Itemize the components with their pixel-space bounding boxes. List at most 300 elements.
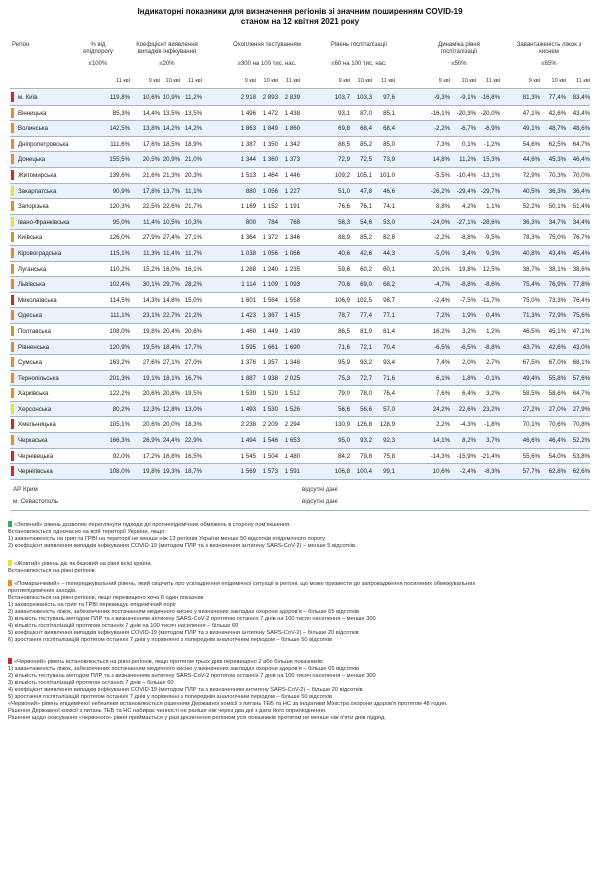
occupancy-value: 105,1%	[109, 421, 130, 429]
hosp-value-2: 60,1	[383, 265, 395, 273]
occupancy-value: 114,5%	[109, 296, 130, 304]
table-row	[10, 340, 590, 356]
hosp-value-0: 106,8	[334, 468, 350, 476]
test-value-1: 1 152	[262, 203, 278, 211]
hosp-value-2: 97,6	[383, 94, 395, 101]
test-value-2: 1 591	[284, 468, 300, 476]
test-value-0: 2 238	[240, 421, 256, 429]
test-value-0: 1 387	[240, 140, 256, 148]
region-name: Кіровоградська	[18, 249, 62, 257]
dyn-value-1: 19,8%	[458, 265, 476, 273]
pos-value-1: 16,8%	[162, 452, 180, 460]
hosp-value-0: 78,7	[338, 312, 350, 320]
dyn-value-2: -20,0%	[480, 109, 500, 117]
oxy-value-1: 42,6%	[548, 109, 566, 117]
hosp-value-0: 95,9	[338, 359, 350, 367]
test-value-1: 2 893	[262, 94, 278, 101]
dyn-value-2: 15,3%	[482, 156, 500, 164]
legend-orange	[8, 580, 593, 644]
region-name: Донецька	[18, 156, 46, 164]
occupancy-value: 201,3%	[109, 374, 130, 382]
status-flag-orange	[11, 201, 14, 211]
oxy-value-0: 67,5%	[522, 359, 540, 367]
dyn-value-1: 3,4%	[462, 249, 476, 257]
status-flag-orange	[11, 435, 14, 445]
pos-value-2: 13,5%	[184, 109, 202, 117]
hosp-value-1: 42,6	[360, 249, 372, 257]
pos-value-0: 26,9%	[142, 437, 160, 445]
pos-value-0: 20,6%	[142, 390, 160, 398]
test-value-2: 1 558	[284, 296, 300, 304]
dyn-value-0: 8,8%	[436, 203, 450, 211]
pos-value-2: 21,2%	[184, 312, 202, 320]
test-value-2: 1 653	[284, 437, 300, 445]
pos-value-1: 29,7%	[162, 281, 180, 289]
day-label-pos-2: 11 кві	[187, 78, 202, 84]
test-value-0: 2 918	[240, 94, 256, 101]
oxy-value-0: 58,5%	[522, 390, 540, 398]
hosp-value-2: 77,1	[383, 312, 395, 320]
dyn-value-1: 8,2%	[462, 437, 476, 445]
dyn-value-2: 0,4%	[486, 312, 500, 320]
day-label-dyn-0: 9 кві	[438, 78, 450, 84]
oxy-value-0: 55,6%	[522, 452, 540, 460]
status-flag-orange	[11, 373, 14, 383]
test-value-2: 1 373	[284, 156, 300, 164]
legend-orange-line: Встановлюється на рівні регіонів, якщо перевищено хоча б один показник:	[8, 595, 205, 601]
test-value-0: 880	[245, 187, 256, 195]
pos-value-2: 19,5%	[184, 390, 202, 398]
region-name: Запорізька	[18, 203, 49, 211]
pos-value-0: 27,6%	[142, 359, 160, 367]
dyn-value-1: -9,1%	[460, 94, 476, 101]
test-value-0: 1 344	[240, 156, 256, 164]
test-value-0: 1 376	[240, 359, 256, 367]
dyn-value-2: -8,6%	[484, 281, 500, 289]
legend-orange-line: 6) зростання госпіталізацій протягом останніх 7 днів у порівнянні з попереднім аналогічним періодом – більше 50 відсотків	[8, 637, 333, 643]
test-value-2: 1 191	[284, 203, 300, 211]
test-value-1: 1 372	[262, 234, 278, 242]
oxy-value-0: 71,3%	[522, 312, 540, 320]
dyn-value-2: -28,6%	[480, 218, 500, 226]
oxy-value-2: 46,4%	[572, 156, 590, 164]
hosp-value-2: 81,4	[383, 327, 395, 335]
pos-value-1: 11,4%	[163, 249, 180, 257]
occupancy-value: 95,0%	[112, 218, 130, 226]
legend-orange-swatch	[8, 580, 12, 586]
region-name: Харківська	[18, 390, 49, 398]
pos-value-2: 27,1%	[184, 234, 202, 242]
region-name: Житомирська	[18, 171, 57, 179]
occupancy-value: 102,4%	[109, 281, 130, 289]
legend-green-line: 1) завантаженість на грип та ГРВІ на території не менше ніж 13 регіонів України менше 50 відсотків епідемічного порогу	[8, 536, 326, 542]
oxy-value-2: 53,8%	[572, 452, 590, 460]
region-name: Луганська	[18, 265, 47, 273]
table-row	[10, 137, 590, 153]
test-value-2: 2 839	[284, 94, 300, 101]
oxy-value-2: 27,9%	[572, 405, 590, 413]
test-value-0: 1 288	[240, 265, 256, 273]
pos-value-2: 17,7%	[184, 343, 202, 351]
legend-red-line: 3) кількість госпіталізацій протягом останніх 7 днів – більше 60	[8, 680, 174, 686]
oxy-value-2: 62,6%	[572, 468, 590, 476]
test-value-1: 2 209	[262, 421, 278, 429]
dyn-value-1: 0,1%	[462, 140, 476, 148]
oxy-value-0: 75,4%	[522, 281, 540, 289]
extra-region-sevastopol: м. Севастополь	[13, 498, 59, 505]
pos-value-2: 16,7%	[184, 374, 202, 382]
region-name: Рівненська	[18, 343, 50, 351]
hosp-value-1: 126,8	[356, 421, 372, 429]
day-label-dyn-1: 10 кві	[461, 78, 476, 84]
hosp-value-1: 102,5	[356, 296, 372, 304]
hosp-value-1: 78,0	[360, 390, 372, 398]
dyn-value-1: 2,0%	[462, 359, 476, 367]
legend-red-line: 5) зростання госпіталізацій протягом останніх 7 днів у порівнянні з попереднім аналогічним періодом – більше 50 відсотків	[8, 694, 333, 700]
threshold-hospitalization: ≤60 на 100 тис. нас.	[331, 61, 387, 67]
hosp-value-2: 68,4	[383, 125, 395, 133]
pos-value-1: 18,1%	[162, 374, 180, 382]
hosp-value-0: 71,6	[338, 343, 350, 351]
hosp-value-0: 84,2	[338, 452, 350, 460]
threshold-dynamics: ≤50%	[451, 61, 467, 67]
threshold-occupancy: ≤100%	[88, 61, 108, 67]
oxy-value-1: 75,0%	[548, 234, 566, 242]
legend-yellow-line: Встановлюється на рівні регіонів.	[8, 568, 97, 574]
pos-value-0: 19,8%	[142, 468, 160, 476]
dyn-value-1: -6,7%	[460, 125, 476, 133]
occupancy-value: 80,2%	[112, 405, 130, 413]
occupancy-value: 111,1%	[110, 312, 130, 320]
pos-value-2: 21,0%	[184, 156, 202, 164]
region-name: Херсонська	[18, 405, 52, 413]
pos-value-2: 11,1%	[185, 187, 202, 195]
hosp-value-1: 76,1	[360, 203, 372, 211]
legend-red-line: 2) кількість тестувань методом ПЛР та з визначенням антигену SARS-CoV-2 протягом останніх 7 днів на 100 тисяч населення – менше 300	[8, 673, 376, 679]
pos-value-1: 14,8%	[162, 296, 180, 304]
dyn-value-1: -8,8%	[460, 281, 476, 289]
oxy-value-2: 64,7%	[572, 390, 590, 398]
hosp-value-2: 68,2	[383, 281, 395, 289]
dyn-value-1: 1,8%	[462, 374, 476, 382]
test-value-1: 1 564	[262, 296, 278, 304]
hosp-value-2: 128,9	[379, 421, 395, 429]
occupancy-value: 120,9%	[109, 343, 130, 351]
status-flag-yellow	[11, 404, 14, 414]
header-positivity: Коефіцієнт виявлення випадків інфікування	[136, 42, 198, 55]
hosp-value-1: 47,8	[360, 187, 372, 195]
pos-value-0: 27,9%	[142, 234, 160, 242]
dyn-value-1: -20,3%	[456, 109, 476, 117]
pos-value-2: 13,0%	[184, 405, 202, 413]
oxy-value-0: 40,5%	[522, 187, 540, 195]
legend-red-line: Рішення щодо скасування «червоного» рівня приймається у разі досягнення регіоном усіх показників протягом не менше ніж п'яти днів підряд.	[8, 715, 386, 721]
test-value-2: 1 512	[284, 390, 300, 398]
dyn-value-1: -8,8%	[460, 234, 476, 242]
test-value-1: 784	[267, 218, 278, 226]
dyn-value-2: -21,4%	[480, 452, 500, 460]
dyn-value-0: -14,3%	[430, 452, 450, 460]
day-label-pos-0: 9 кві	[148, 78, 160, 84]
oxy-value-2: 57,6%	[572, 374, 590, 382]
table-row	[10, 308, 590, 324]
test-value-0: 800	[245, 218, 256, 226]
legend-green-line: «Зелений» рівень дозволяє переглянути підходи до протиепідемічних обмежень в сторону пом'якшення.	[8, 521, 593, 529]
legend-orange-line: 3) кількість тестувань методом ПЛР та з визначенням антигену SARS-CoV-2 протягом останніх 7 днів на 100 тисяч населення – менше 300	[8, 616, 376, 622]
test-value-1: 1 357	[262, 359, 278, 367]
hosp-value-2: 82,8	[383, 234, 395, 242]
pos-value-0: 11,4%	[143, 218, 160, 226]
hosp-value-0: 58,3	[338, 218, 350, 226]
occupancy-value: 108,0%	[109, 327, 130, 335]
hosp-value-0: 40,6	[338, 249, 350, 257]
dyn-value-2: 9,3%	[486, 249, 500, 257]
legend-red-line: 4) коефіцієнт виявлення випадків інфікування COVID-19 (методом ПЛР та з визначенням антигену SARS-CoV-2) – більше 20 відсотків	[8, 687, 363, 693]
hosp-value-2: 101,0	[379, 171, 395, 179]
pos-value-0: 12,3%	[142, 405, 160, 413]
legend-red-line: «Червоний» рівень епідемічної небезпеки встановлюється рішенням Державної комісії з питань ТЕБ та НС за ініціативи Міністра охорони здоров'я протягом 48 годин.	[8, 701, 448, 707]
pos-value-1: 27,4%	[162, 234, 180, 242]
legend-green-swatch	[8, 521, 12, 527]
dyn-value-0: 7,4%	[436, 359, 450, 367]
oxy-value-0: 81,3%	[522, 94, 540, 101]
hosp-value-1: 105,1	[356, 171, 372, 179]
status-flag-orange	[11, 342, 14, 352]
region-name: Черкаська	[18, 437, 48, 445]
test-value-1: 1 056	[262, 249, 278, 257]
oxy-value-2: 52,2%	[572, 437, 590, 445]
pos-value-2: 27,0%	[184, 359, 202, 367]
pos-value-1: 20,9%	[162, 156, 180, 164]
page-title	[0, 7, 600, 27]
test-value-2: 1 526	[284, 405, 300, 413]
hosp-value-0: 103,7	[334, 94, 350, 101]
day-label-hosp-2: 11 кві	[380, 78, 395, 84]
region-name: Хмельницька	[18, 421, 56, 429]
dyn-value-0: 20,1%	[432, 265, 450, 273]
test-value-2: 1 439	[284, 327, 300, 335]
status-flag-orange	[11, 154, 14, 164]
status-flag-orange	[11, 232, 14, 242]
region-name: Закарпатська	[18, 187, 57, 195]
test-value-0: 1 494	[240, 437, 256, 445]
test-value-1: 1 530	[262, 405, 278, 413]
dyn-value-2: 3,2%	[486, 390, 500, 398]
footer-divider	[10, 510, 590, 511]
table-row	[10, 464, 590, 480]
hosp-value-0: 79,0	[338, 390, 350, 398]
legend-orange-line: 4) кількість госпіталізацій протягом останніх 7 днів на 100 тисяч населення – більше 60	[8, 623, 239, 629]
region-name: Івано-Франківська	[18, 218, 70, 226]
table-row	[10, 262, 590, 278]
oxy-value-1: 54,0%	[548, 452, 566, 460]
dyn-value-2: 2,7%	[486, 359, 500, 367]
oxy-value-2: 76,4%	[572, 296, 590, 304]
legend-orange-line: 2) завантаженість ліжок, забезпечених постачанням медичного кисню у визначених закладах охорони здоров'я – більше 65 відсотків	[8, 609, 360, 615]
pos-value-1: 13,7%	[162, 187, 180, 195]
oxy-value-1: 70,6%	[548, 421, 566, 429]
dyn-value-2: 23,2%	[482, 405, 500, 413]
hosp-value-2: 99,1	[383, 468, 395, 476]
day-label-test-0: 9 кві	[244, 78, 256, 84]
header-divider	[10, 88, 590, 89]
table-row	[10, 433, 590, 449]
hosp-value-0: 72,9	[338, 156, 350, 164]
oxy-value-0: 72,9%	[522, 171, 540, 179]
oxy-value-0: 47,1%	[522, 109, 540, 117]
legend-orange-line: протиепідемічних заходів.	[8, 588, 77, 594]
pos-value-0: 14,4%	[142, 109, 160, 117]
region-name: Сумська	[18, 359, 42, 367]
hosp-value-1: 93,2	[360, 437, 372, 445]
regions-table	[10, 90, 590, 480]
pos-value-2: 11,7%	[185, 249, 202, 257]
table-row	[10, 184, 590, 200]
dyn-value-1: -27,1%	[456, 218, 476, 226]
dyn-value-2: -8,3%	[484, 468, 500, 476]
dyn-value-0: -9,3%	[434, 94, 450, 101]
hosp-value-1: 85,2	[360, 140, 372, 148]
hosp-value-1: 103,3	[356, 94, 372, 101]
oxy-value-0: 27,2%	[522, 405, 540, 413]
oxy-value-0: 70,1%	[522, 421, 540, 429]
hosp-value-0: 88,5	[338, 140, 350, 148]
oxy-value-1: 70,3%	[548, 171, 566, 179]
oxy-value-0: 38,7%	[522, 265, 540, 273]
pos-value-0: 19,1%	[142, 374, 160, 382]
status-flag-orange	[11, 264, 14, 274]
status-flag-orange	[11, 357, 14, 367]
oxy-value-1: 67,0%	[548, 359, 566, 367]
test-value-1: 1 938	[262, 374, 278, 382]
test-value-1: 1 573	[262, 468, 278, 476]
extra-region-sevastopol-note: відсутні дані	[302, 498, 338, 505]
oxy-value-2: 68,1%	[572, 359, 590, 367]
dyn-value-0: 7,2%	[436, 312, 450, 320]
pos-value-1: 22,6%	[162, 203, 180, 211]
hosp-value-2: 85,0	[383, 140, 395, 148]
hosp-value-1: 81,9	[360, 327, 372, 335]
oxy-value-0: 43,7%	[522, 343, 540, 351]
hosp-value-2: 92,3	[383, 437, 395, 445]
test-value-0: 1 114	[241, 281, 256, 289]
status-flag-yellow	[11, 186, 14, 196]
dyn-value-0: 16,2%	[432, 327, 450, 335]
dyn-value-1: 3,2%	[462, 327, 476, 335]
oxy-value-1: 76,9%	[548, 281, 566, 289]
hosp-value-2: 74,1	[383, 203, 395, 211]
hosp-value-0: 56,6	[338, 405, 350, 413]
day-label-oxy-0: 9 кві	[528, 78, 540, 84]
region-name: Одеська	[18, 312, 42, 320]
oxy-value-1: 62,5%	[548, 140, 566, 148]
test-value-0: 1 601	[240, 296, 256, 304]
table-row	[10, 90, 590, 106]
pos-value-0: 11,3%	[143, 249, 160, 257]
pos-value-1: 22,7%	[162, 312, 180, 320]
oxy-value-1: 45,3%	[548, 156, 566, 164]
table-row	[10, 230, 590, 246]
threshold-positivity: ≤20%	[159, 61, 175, 67]
test-value-1: 1 056	[262, 187, 278, 195]
oxy-value-0: 40,8%	[522, 249, 540, 257]
day-label-test-1: 10 кві	[263, 78, 278, 84]
test-value-1: 1 367	[262, 312, 278, 320]
pos-value-2: 11,2%	[185, 94, 202, 101]
legend-orange-line: 1) захворюваність на грип та ГРВІ перевищує епідемічний поріг	[8, 602, 177, 608]
hosp-value-0: 109,2	[334, 171, 350, 179]
oxy-value-1: 73,3%	[548, 296, 566, 304]
legend-yellow-line: «Жовтий» рівень діє як базовий на рівні всієї країни.	[8, 560, 593, 568]
test-value-2: 1 346	[284, 234, 300, 242]
dyn-value-0: 14,1%	[432, 437, 450, 445]
test-value-2: 1 235	[284, 265, 300, 273]
header-testing: Охоплення тестуванням	[233, 42, 301, 48]
pos-value-2: 20,6%	[184, 327, 202, 335]
table-row	[10, 246, 590, 262]
occupancy-value: 85,3%	[112, 109, 130, 117]
pos-value-2: 18,7%	[184, 468, 202, 476]
hosp-value-1: 77,4	[360, 312, 372, 320]
test-value-1: 1 464	[262, 171, 278, 179]
occupancy-value: 155,5%	[109, 156, 130, 164]
test-value-1: 1 661	[262, 343, 278, 351]
hosp-value-2: 44,3	[383, 249, 395, 257]
hosp-value-1: 72,7	[360, 374, 372, 382]
header-occupancy: % від епідпорогу	[83, 42, 113, 55]
dyn-value-1: -10,4%	[456, 171, 476, 179]
legend-red-line: 1) завантаженість ліжок, забезпечених постачанням медичного кисню у визначених закладах охорони здоров'я – більше 65 відсотків	[8, 666, 360, 672]
status-flag-orange	[11, 139, 14, 149]
oxy-value-2: 34,4%	[572, 218, 590, 226]
status-flag-orange	[11, 248, 14, 258]
hosp-value-0: 75,3	[338, 374, 350, 382]
dyn-value-2: 1,1%	[486, 203, 500, 211]
test-value-1: 1 546	[262, 437, 278, 445]
region-name: м. Київ	[18, 94, 38, 101]
dyn-value-0: -26,2%	[430, 187, 450, 195]
test-value-2: 1 348	[284, 359, 300, 367]
pos-value-1: 27,1%	[162, 359, 180, 367]
dyn-value-2: 3,7%	[486, 437, 500, 445]
dyn-value-0: 10,6%	[432, 468, 450, 476]
day-label-oxy-1: 10 кві	[551, 78, 566, 84]
status-flag-red	[11, 451, 14, 461]
region-name: Львівська	[18, 281, 46, 289]
hosp-value-2: 73,9	[383, 156, 395, 164]
oxy-value-2: 43,0%	[572, 343, 590, 351]
oxy-value-1: 62,8%	[548, 468, 566, 476]
oxy-value-2: 76,7%	[572, 234, 590, 242]
hosp-value-0: 59,6	[338, 265, 350, 273]
pos-value-1: 10,5%	[162, 218, 180, 226]
pos-value-1: 13,5%	[162, 109, 180, 117]
table-row	[10, 449, 590, 465]
pos-value-2: 16,5%	[184, 452, 202, 460]
pos-value-1: 20,0%	[162, 421, 180, 429]
hosp-value-2: 93,4	[383, 359, 395, 367]
occupancy-value: 92,0%	[112, 452, 130, 460]
dyn-value-0: -6,5%	[434, 343, 450, 351]
table-row	[10, 152, 590, 168]
oxy-value-1: 42,6%	[548, 343, 566, 351]
pos-value-0: 30,1%	[142, 281, 160, 289]
hosp-value-0: 106,9	[334, 296, 350, 304]
region-name: Волинська	[18, 125, 49, 133]
oxy-value-2: 83,4%	[572, 94, 590, 101]
day-label-pos-1: 10 кві	[165, 78, 180, 84]
legend-yellow-swatch	[8, 560, 12, 566]
